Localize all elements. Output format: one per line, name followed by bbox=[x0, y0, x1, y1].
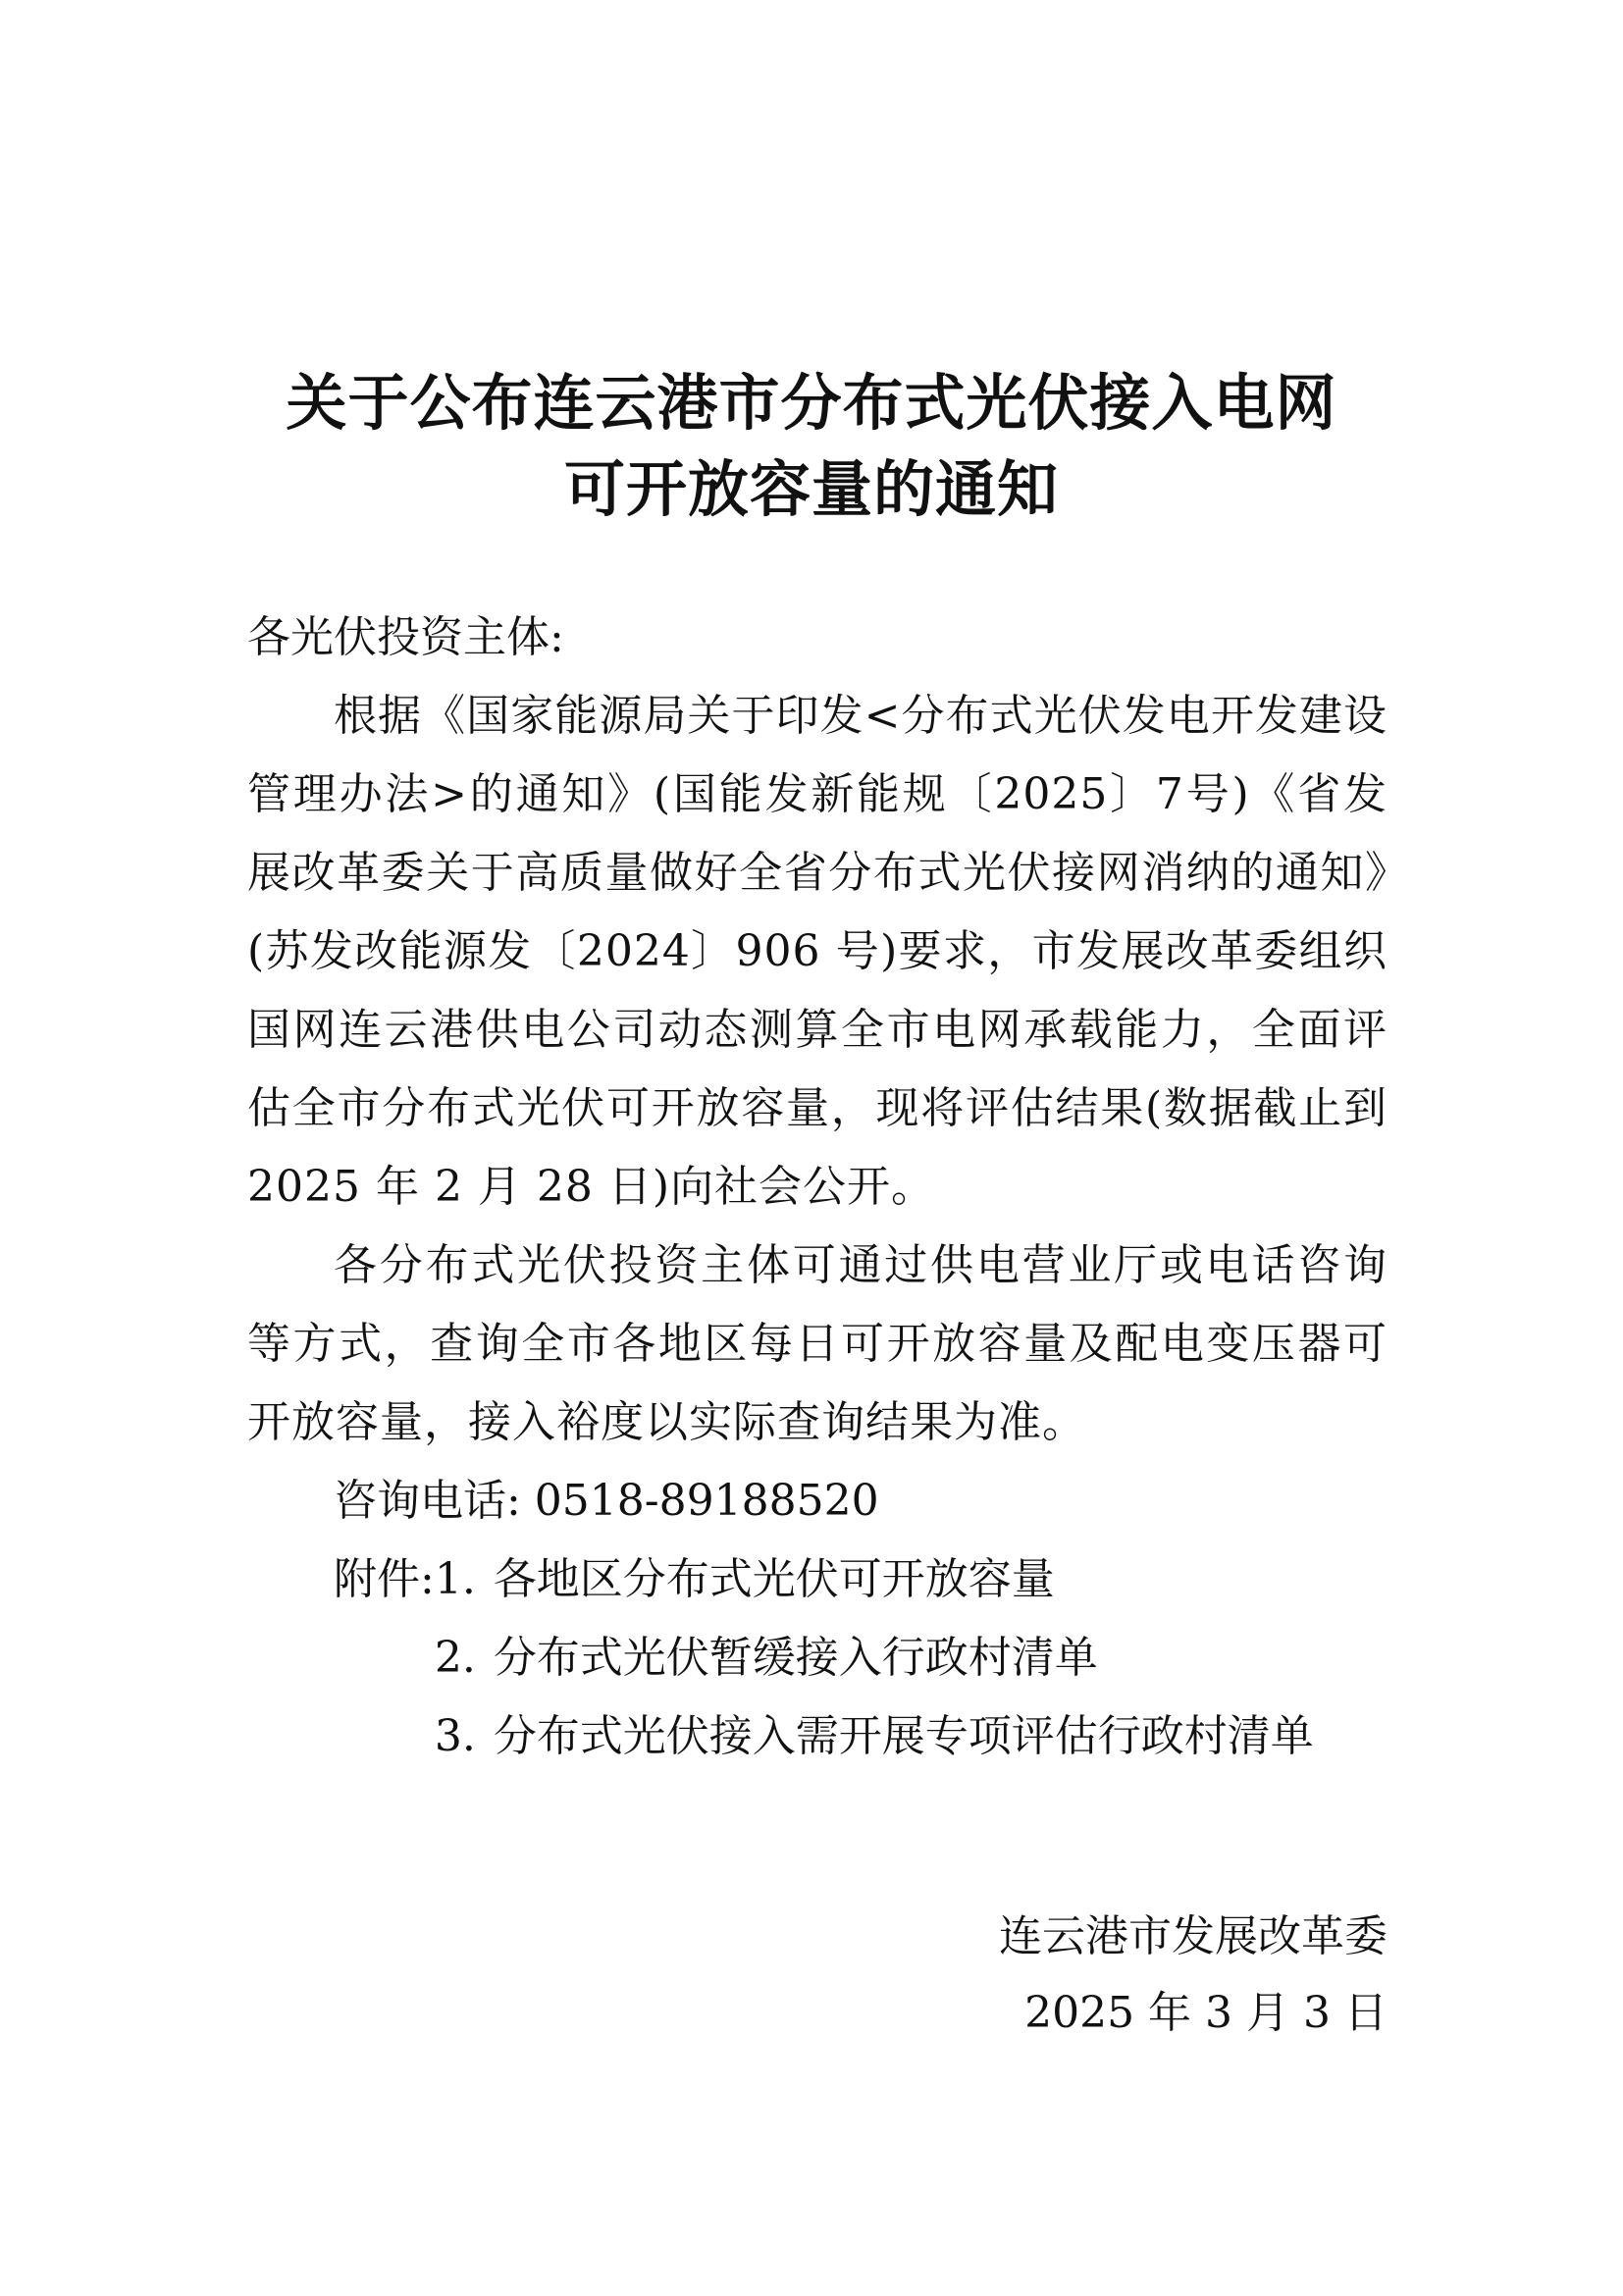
attachments-list bbox=[247, 1540, 1387, 1776]
signature-organization: 连云港市发展改革委 bbox=[999, 1911, 1387, 1961]
consult-phone: 咨询电话: 0518-89188520 bbox=[334, 1476, 879, 1526]
signature-date: 2025 年 3 月 3 日 bbox=[1024, 1988, 1387, 2038]
document-title-line-2: 可开放容量的通知 bbox=[563, 453, 1059, 525]
signature-block bbox=[999, 1899, 1387, 2052]
attachments-label: 附件: bbox=[334, 1554, 435, 1604]
attachments-label-spacer bbox=[334, 1619, 435, 1697]
attachments-label-spacer bbox=[334, 1697, 435, 1776]
attachment-item: 分布式光伏暂缓接入行政村清单 bbox=[493, 1633, 1098, 1683]
attachment-item: 分布式光伏接入需开展专项评估行政村清单 bbox=[493, 1711, 1314, 1761]
salutation: 各光伏投资主体: bbox=[247, 612, 564, 662]
document-title-line-1: 关于公布连云港市分布式光伏接入电网 bbox=[286, 367, 1337, 439]
attachment-number: 3. bbox=[434, 1711, 476, 1761]
paragraph-basis: 根据《国家能源局关于印发<分布式光伏发电开发建设管理办法>的通知》(国能发新能规〔2025〕7号)《省发展改革委关于高质量做好全省分布式光伏接网消纳的通知》(苏发改能源发〔2024〕906 号)要求，市发展改革委组织国网连云港供电公司动态测算全市电网承载能力，全面评估全市分布式光伏可开放容量，现将评估结果(数据截止到 2025 年 2 月 28 日)向社会公开。 bbox=[247, 691, 1387, 1212]
attachment-number: 1. bbox=[434, 1554, 476, 1604]
paragraph-inquiry: 各分布式光伏投资主体可通过供电营业厅或电话咨询等方式，查询全市各地区每日可开放容量及配电变压器可开放容量，接入裕度以实际查询结果为准。 bbox=[247, 1240, 1387, 1447]
attachment-number: 2. bbox=[434, 1633, 476, 1683]
document-body bbox=[247, 599, 1387, 1776]
attachment-item: 各地区分布式光伏可开放容量 bbox=[493, 1554, 1055, 1604]
